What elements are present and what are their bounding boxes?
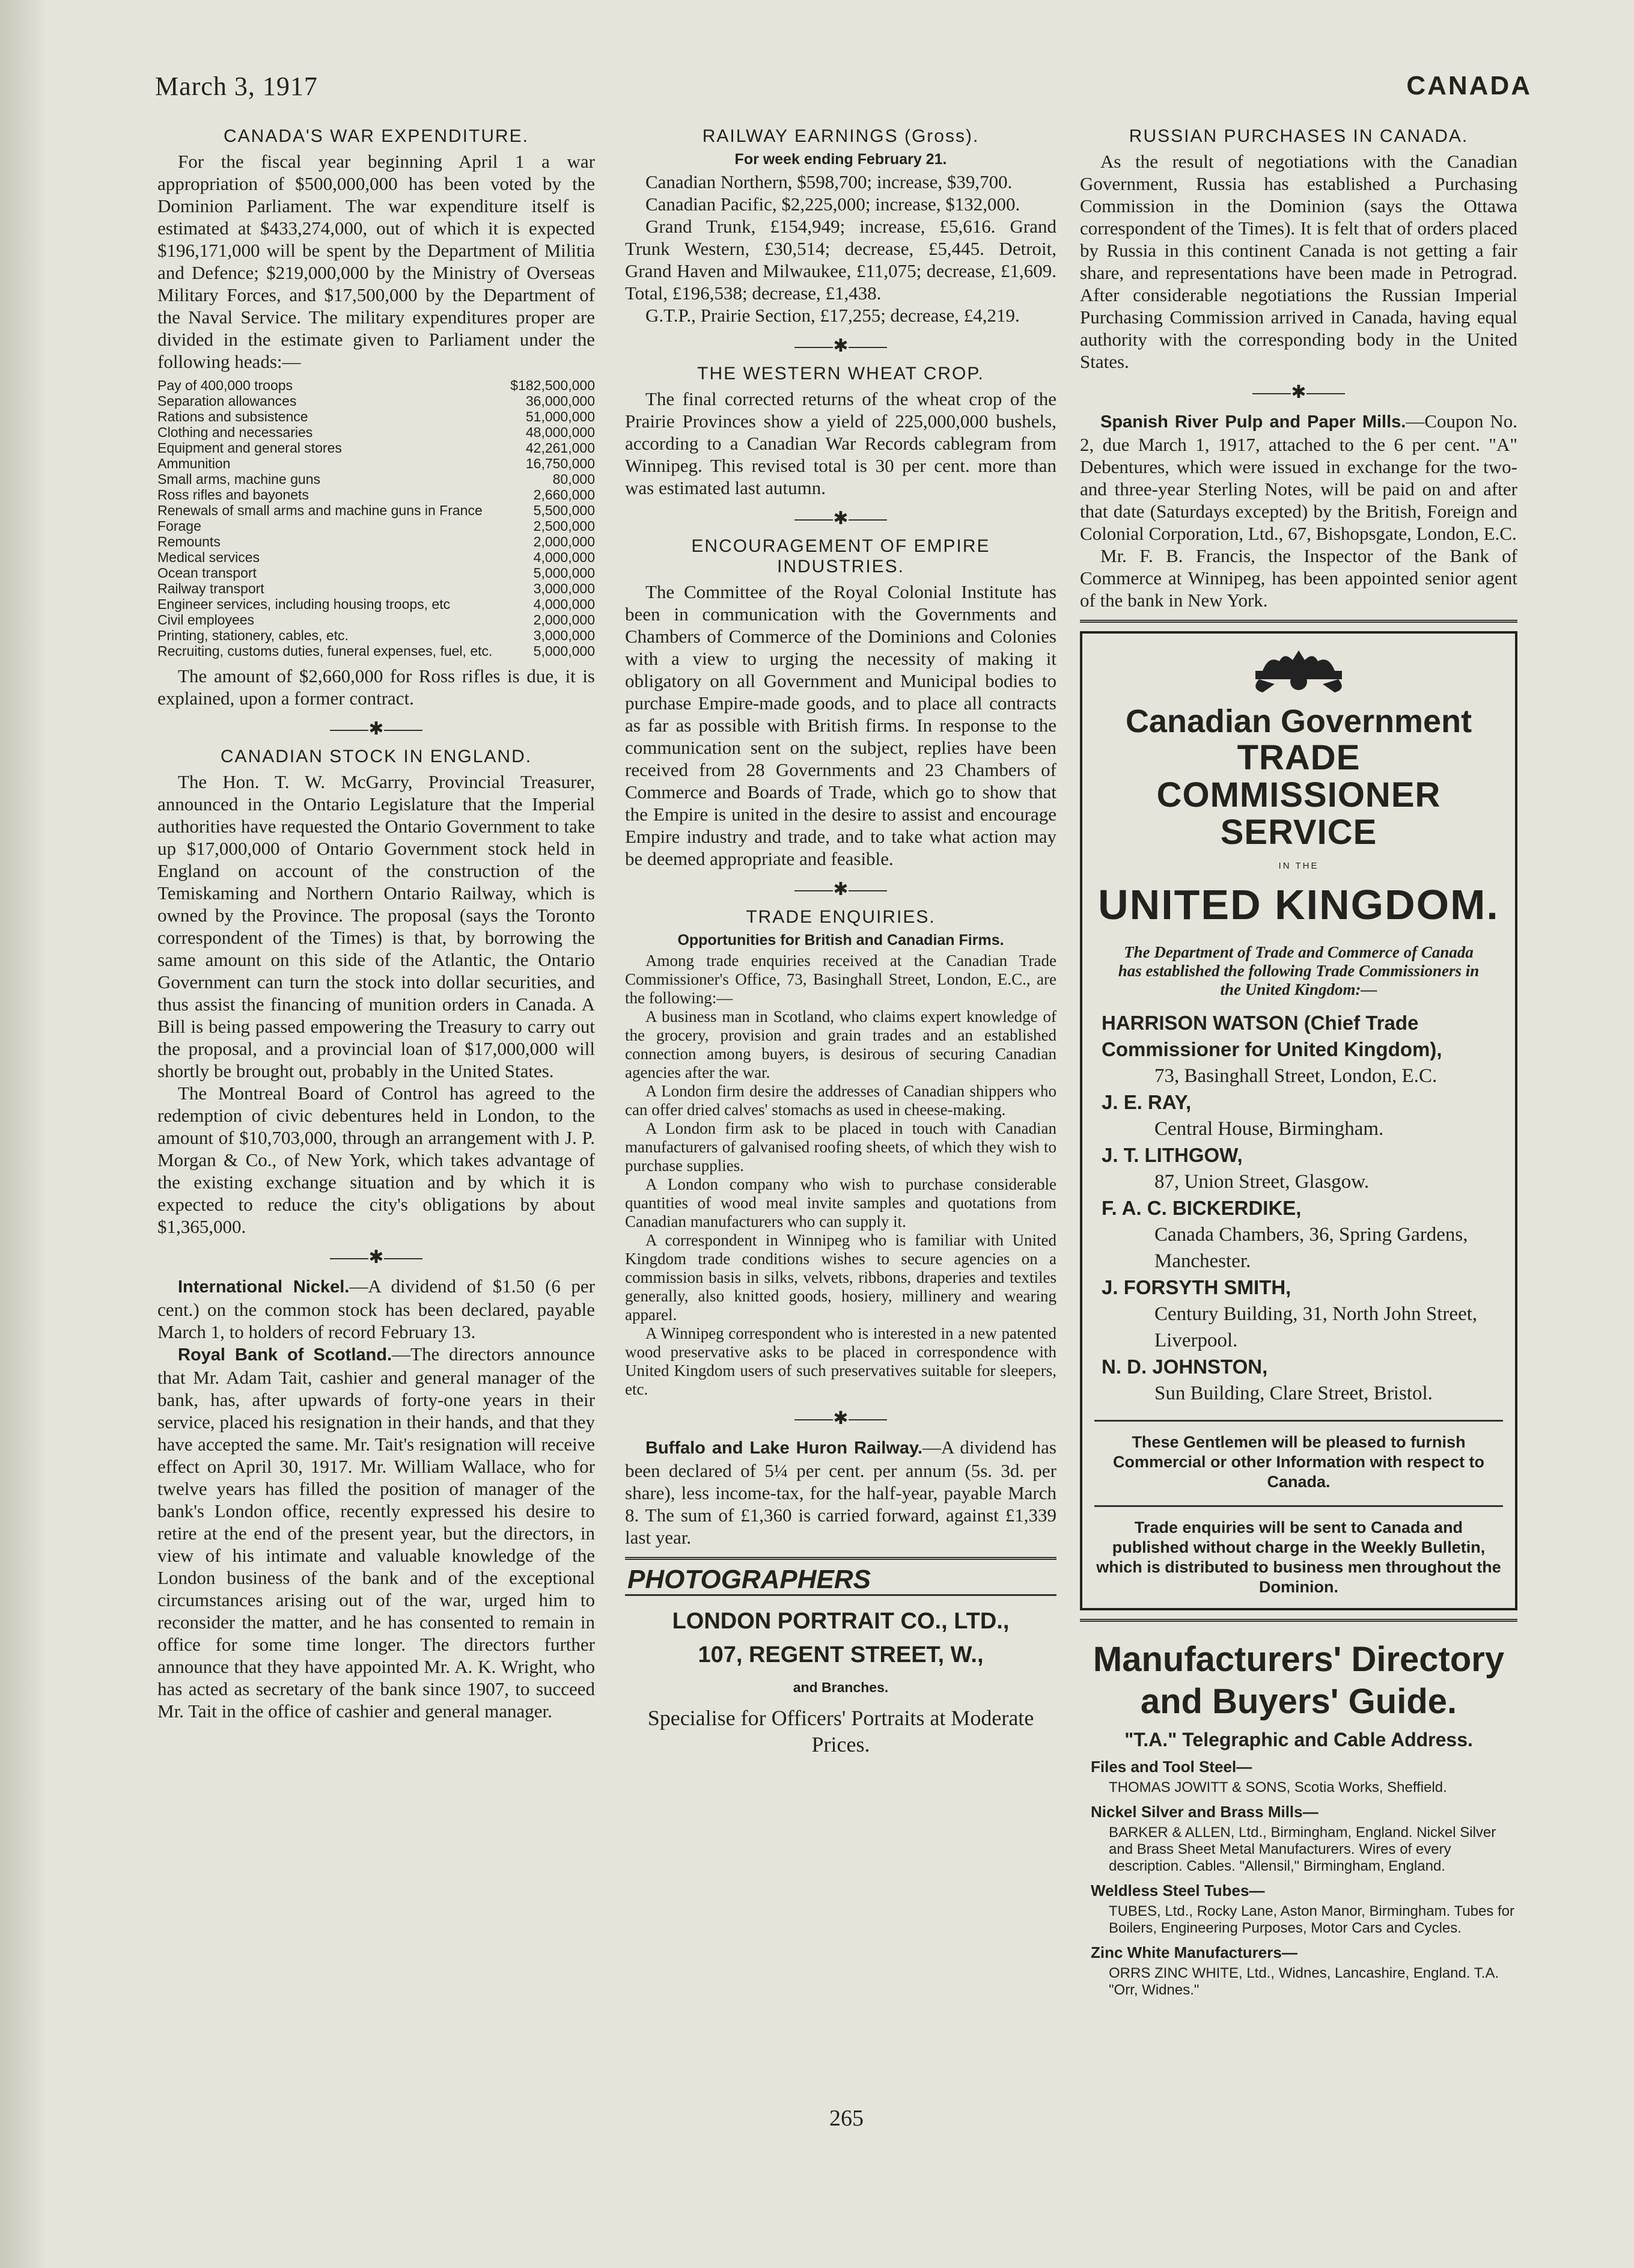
commissioner-name: HARRISON WATSON (Chief Trade Commissioner for United Kingdom), (1102, 1012, 1442, 1060)
directory-category: Files and Tool Steel— (1091, 1758, 1252, 1776)
trade-enquiry-paragraph: A Winnipeg correspondent who is interested in a new patented wood preservative asks to be placed in correspondence with United Kingdom users of such preservatives suitable for sleepers, etc. (625, 1324, 1056, 1398)
directory-entry: THOMAS JOWITT & SONS, Scotia Works, Sheffield. (1109, 1779, 1447, 1796)
photographers-name-line1: LONDON PORTRAIT CO., LTD., (672, 1609, 1010, 1634)
royal-bank-lead: Royal Bank of Scotland. (178, 1345, 392, 1365)
expenditure-row (157, 393, 595, 409)
expenditure-row (157, 503, 595, 518)
expenditure-amount: 3,000,000 (533, 581, 595, 596)
expenditure-label: Remounts (157, 534, 221, 549)
commissioner-address: 73, Basinghall Street, London, E.C. (1154, 1065, 1437, 1087)
expenditure-amount: 2,660,000 (533, 487, 595, 503)
expenditure-row (157, 471, 595, 487)
commissioner-address: Sun Building, Clare Street, Bristol. (1154, 1383, 1433, 1404)
buffalo-text: —A dividend has been declared of 5¼ per cent. per annum (5s. 3d. per share), less income-tax, for the half-year, payable March 8. The sum of £1,360 is carried forward, against £1,339 last year. (625, 1437, 1056, 1548)
expenditure-row (157, 581, 595, 596)
column-left (157, 126, 595, 1722)
commissioner-name: F. A. C. BICKERDIKE, (1102, 1197, 1302, 1219)
wheat-text: The final corrected returns of the wheat crop of the Prairie Provinces show a yield of 225,000,000 bushels, according to a Canadian War Records cablegram from Winnipeg. This revised total is 30 per cent. more than was estimated last autumn. (625, 388, 1056, 498)
buffalo-lead: Buffalo and Lake Huron Railway. (645, 1438, 923, 1458)
separator: ✱ (157, 1249, 595, 1267)
expenditure-label: Separation allowances (157, 393, 297, 409)
column-middle (625, 126, 1056, 1758)
stock-england-title: CANADIAN STOCK IN ENGLAND. (220, 747, 532, 766)
expenditure-label: Renewals of small arms and machine guns in France (157, 503, 483, 518)
directory-title-line2: and Buyers' Guide. (1140, 1682, 1457, 1721)
commissioner-address: Canada Chambers, 36, Spring Gardens, Manchester. (1154, 1224, 1468, 1272)
expenditure-amount: 2,500,000 (533, 518, 595, 534)
photographers-name-line2: 107, REGENT STREET, W., (698, 1642, 984, 1667)
separator: ✱ (625, 337, 1056, 355)
directory-telegraphic-note: "T.A." Telegraphic and Cable Address. (1124, 1729, 1473, 1750)
column-right (1080, 126, 1517, 1999)
photographers-specialty: Specialise for Officers' Portraits at Moderate Prices. (647, 1706, 1034, 1756)
expenditure-row (157, 643, 595, 659)
directory-category: Nickel Silver and Brass Mills— (1091, 1803, 1318, 1821)
expenditure-row (157, 456, 595, 471)
expenditure-amount: 48,000,000 (525, 424, 595, 440)
commissioner-name: J. E. RAY, (1102, 1091, 1192, 1113)
empire-text: The Committee of the Royal Colonial Institute has been in communication with the Governments and Chambers of Commerce of the Dominions and Colonies with a view to urging the necessity of making it obligatory on all Government and Municipal bodies to purchase Empire-made goods, and to place all contracts as far as possible with British firms. In response to the communication sent on the subject, replies have been received from 28 Governments and 23 Chambers of Commerce and Boards of Trade, which go to show that the Empire is united in the desire to assist and encourage Empire industry and trade, and to take what action may be deemed appropriate and feasible. (625, 581, 1056, 869)
expenditure-amount: 3,000,000 (533, 628, 595, 643)
expenditure-label: Recruiting, customs duties, funeral expenses, fuel, etc. (157, 643, 493, 659)
expenditure-label: Forage (157, 518, 201, 534)
directory-title-line1: Manufacturers' Directory (1093, 1640, 1505, 1679)
expenditure-row (157, 440, 595, 456)
issue-date: March 3, 1917 (155, 72, 318, 101)
expenditure-row (157, 424, 595, 440)
directory-entry: BARKER & ALLEN, Ltd., Birmingham, England. Nickel Silver and Brass Sheet Metal Manufacturers. Wires of every description. Cables. "Allensil," Birmingham, England. (1109, 1824, 1496, 1874)
russian-text: As the result of negotiations with the Canadian Government, Russia has established a Purchasing Commission in the Dominion (says the Ottawa correspondent of the Times). It is felt that of orders placed by Russia in this continent Canada is not getting a fair share, and representations have been made in Petrograd. After considerable negotiations the Russian Imperial Purchasing Commission arrived in Canada, having equal authority with the corresponding body in the United States. (1080, 151, 1517, 372)
expenditure-label: Equipment and general stores (157, 440, 342, 456)
royal-bank-text: —The directors announce that Mr. Adam Tait, cashier and general manager of the bank, has, after upwards of forty-one years in their service, placed his resignation in their hands, and that they have accepted the same. Mr. Tait's resignation will receive effect on April 30, 1917. Mr. William Wallace, who for twelve years has filled the position of manager of the bank's London office, recently expressed his desire to retire at the end of the present year, but the directors, in view of his intimate and valuable knowledge of the London business of the bank and of the exceptional circumstances arising out of the war, urged him to reconsider the matter, and he has consented to remain in office for some time longer. The directors further announce that they have appointed Mr. A. K. Wright, who has acted as secretary of the bank since 1907, to succeed Mr. Tait in the office of cashier and general manager. (157, 1343, 595, 1722)
expenditure-amount: 51,000,000 (525, 409, 595, 424)
railway-earnings-p2: Canadian Pacific, $2,225,000; increase, $132,000. (645, 194, 1020, 215)
royal-crest-icon (1094, 647, 1503, 700)
ad-title-line3: SERVICE (1220, 813, 1377, 852)
commissioner-entry (1102, 1010, 1503, 1089)
ad-in-the: IN THE (1278, 861, 1319, 871)
spanish-lead: Spanish River Pulp and Paper Mills. (1100, 412, 1406, 432)
trade-enquiries-subtitle: Opportunities for British and Canadian Firms. (677, 932, 1004, 949)
directory-entry: ORRS ZINC WHITE, Ltd., Widnes, Lancashire, England. T.A. "Orr, Widnes." (1109, 1965, 1499, 1998)
expenditure-row (157, 409, 595, 424)
empire-title: ENCOURAGEMENT OF EMPIRE INDUSTRIES. (691, 536, 990, 576)
page-number: 265 (829, 2106, 864, 2131)
expenditure-amount: 2,000,000 (533, 612, 595, 628)
expenditure-label: Small arms, machine guns (157, 471, 320, 487)
francis-text: Mr. F. B. Francis, the Inspector of the Bank of Commerce at Winnipeg, has been appointed senior agent of the bank in New York. (1080, 545, 1517, 611)
commissioner-entry (1102, 1142, 1503, 1195)
expenditure-table (157, 377, 595, 659)
railway-earnings-subtitle: For week ending February 21. (734, 151, 947, 168)
commissioner-name: J. T. LITHGOW, (1102, 1144, 1243, 1166)
commissioner-list (1094, 1010, 1503, 1407)
expenditure-amount: 2,000,000 (533, 534, 595, 549)
expenditure-amount: 80,000 (552, 471, 595, 487)
railway-earnings-p3: Grand Trunk, £154,949; increase, £5,616. Grand Trunk Western, £30,514; decrease, £5,445. Detroit, Grand Haven and Milwaukee, £11,075; decrease, £1,609. Total, £196,538; decrease, £1,438. (625, 216, 1056, 304)
expenditure-amount: 5,500,000 (533, 503, 595, 518)
divider (1080, 620, 1517, 623)
expenditure-label: Engineer services, including housing troops, etc (157, 596, 451, 612)
trade-enquiry-paragraph: A business man in Scotland, who claims expert knowledge of the grocery, provision and grain trades and an established connection among buyers, is desirous of securing Canadian agencies after the war. (625, 1007, 1056, 1081)
stock-england-p2: The Montreal Board of Control has agreed to the redemption of civic debentures held in London, to the amount of $10,703,000, through an arrangement with J. P. Morgan & Co., of New York, which takes advantage of the existing exchange situation and by which it is expected to reduce the city's obligations by about $1,365,000. (157, 1083, 595, 1237)
expenditure-label: Ross rifles and bayonets (157, 487, 309, 503)
expenditure-row (157, 612, 595, 628)
page-gutter (0, 0, 47, 2268)
expenditure-label: Ocean transport (157, 565, 257, 581)
trade-enquiry-paragraph: Among trade enquiries received at the Canadian Trade Commissioner's Office, 73, Basinghall Street, London, E.C., are the following:— (625, 952, 1056, 1007)
expenditure-row (157, 565, 595, 581)
royal-bank-item (157, 1343, 595, 1722)
ad-note-info: These Gentlemen will be pleased to furnish Commercial or other Information with respect to Canada. (1094, 1420, 1503, 1492)
expenditure-amount: 36,000,000 (525, 393, 595, 409)
expenditure-label: Rations and subsistence (157, 409, 308, 424)
expenditure-row (157, 596, 595, 612)
commissioner-address: Central House, Birmingham. (1154, 1118, 1384, 1140)
war-expenditure-intro: For the fiscal year beginning April 1 a war appropriation of $500,000,000 has been voted by the Dominion Parliament. The war expenditure itself is estimated at $433,274,000, out of which it is expected $196,171,000 will be spent by the Department of Militia and Defence; $219,000,000 by the Ministry of Overseas Military Forces, and $17,500,000 by the Department of the Naval Service. The military expenditures proper are divided in the estimate given to Parliament under the following heads:— (157, 151, 595, 372)
separator: ✱ (625, 510, 1056, 528)
expenditure-row (157, 549, 595, 565)
ad-title-line1: Canadian Government (1125, 703, 1472, 739)
ad-country: UNITED KINGDOM. (1098, 881, 1499, 928)
directory-category: Zinc White Manufacturers— (1091, 1943, 1297, 1961)
spanish-text: —Coupon No. 2, due March 1, 1917, attached to the 6 per cent. "A" Debentures, which were issued in exchange for the two- and three-year Sterling Notes, will be paid on and after that date (Saturdays excepted) by the British, Foreign and Colonial Corporation, Ltd., 67, Bishopsgate, London, E.C. (1080, 411, 1517, 544)
stock-england-p1: The Hon. T. W. McGarry, Provincial Treasurer, announced in the Ontario Legislature that the Imperial authorities have requested the Ontario Government to take up $17,000,000 of Ontario Government stock held in England on account of the construction of the Temiskaming and Northern Ontario Railway, which is owned by the Province. The proposal (says the Toronto correspondent of the Times) is that, by borrowing the same amount on this side of the Atlantic, the Ontario Government can turn the stock into dollar securities, and thus assist the financing of munition orders in Canada. A Bill is being passed empowering the Treasury to carry out the proposal, and a provincial loan of $17,000,000 will shortly be brought out, probably in the United States. (157, 771, 595, 1081)
war-expenditure-title: CANADA'S WAR EXPENDITURE. (223, 126, 529, 146)
trade-enquiries-title: TRADE ENQUIRIES. (746, 907, 936, 927)
directory-entry: TUBES, Ltd., Rocky Lane, Aston Manor, Birmingham. Tubes for Boilers, Engineering Purposes, Motor Cars and Cycles. (1109, 1903, 1514, 1936)
trade-enquiry-paragraph: A London firm desire the addresses of Canadian shippers who can offer dried calves' stomachs as used in cheese-making. (625, 1082, 1056, 1119)
commissioner-address: 87, Union Street, Glasgow. (1154, 1171, 1370, 1193)
divider (625, 1557, 1056, 1560)
war-expenditure-outro: The amount of $2,660,000 for Ross rifles is due, it is explained, upon a former contract. (157, 665, 595, 709)
commissioner-entry (1102, 1195, 1503, 1274)
expenditure-label: Ammunition (157, 456, 231, 471)
expenditure-row (157, 377, 595, 393)
trade-enquiries-body (625, 952, 1056, 1399)
railway-earnings-p1: Canadian Northern, $598,700; increase, $39,700. (645, 171, 1013, 192)
expenditure-amount: 5,000,000 (533, 643, 595, 659)
ad-title-line2: TRADE COMMISSIONER (1156, 738, 1441, 815)
photographers-branches: and Branches. (793, 1680, 889, 1695)
separator: ✱ (625, 881, 1056, 899)
commissioner-entry (1102, 1274, 1503, 1354)
railway-earnings-p4: G.T.P., Prairie Section, £17,255; decrease, £4,219. (645, 305, 1020, 326)
spanish-item (1080, 410, 1517, 545)
ad-note-bulletin: Trade enquiries will be sent to Canada and published without charge in the Weekly Bulletin, which is distributed to business men throughout the Dominion. (1094, 1505, 1503, 1597)
expenditure-label: Railway transport (157, 581, 264, 596)
separator: ✱ (157, 720, 595, 738)
trade-enquiry-paragraph: A London firm ask to be placed in touch with Canadian manufacturers of galvanised roofing sheets, of which they wish to purchase supplies. (625, 1119, 1056, 1175)
commissioner-name: J. FORSYTH SMITH, (1102, 1276, 1291, 1298)
journal-title: CANADA (1406, 71, 1532, 100)
directory-title (1080, 1639, 1517, 1723)
expenditure-label: Printing, stationery, cables, etc. (157, 628, 349, 643)
expenditure-row (157, 628, 595, 643)
nickel-text: —A dividend of $1.50 (6 per cent.) on the common stock has been declared, payable March 1, to holders of record February 13. (157, 1276, 595, 1342)
commissioner-name: N. D. JOHNSTON, (1102, 1356, 1268, 1378)
directory-list (1080, 1756, 1517, 1999)
expenditure-amount: $182,500,000 (510, 377, 595, 393)
trade-enquiry-paragraph: A correspondent in Winnipeg who is familiar with United Kingdom trade conditions wishes to secure agencies on a commission basis in silks, velvets, ribbons, draperies and textiles generally, also knitted goods, hosiery, millinery and wearing apparel. (625, 1231, 1056, 1324)
expenditure-label: Civil employees (157, 612, 255, 628)
railway-earnings-title: RAILWAY EARNINGS (Gross). (702, 126, 980, 146)
expenditure-label: Pay of 400,000 troops (157, 377, 293, 393)
trade-commissioner-ad (1080, 631, 1517, 1610)
russian-title: RUSSIAN PURCHASES IN CANADA. (1129, 126, 1469, 146)
divider (1080, 1619, 1517, 1622)
expenditure-amount: 16,750,000 (525, 456, 595, 471)
buffalo-item (625, 1436, 1056, 1548)
expenditure-amount: 5,000,000 (533, 565, 595, 581)
expenditure-row (157, 534, 595, 549)
expenditure-row (157, 518, 595, 534)
expenditure-label: Medical services (157, 549, 260, 565)
nickel-lead: International Nickel. (178, 1277, 350, 1297)
expenditure-amount: 4,000,000 (533, 549, 595, 565)
separator: ✱ (1080, 384, 1517, 402)
expenditure-row (157, 487, 595, 503)
separator: ✱ (625, 1410, 1056, 1428)
wheat-title: THE WESTERN WHEAT CROP. (697, 364, 984, 384)
expenditure-amount: 4,000,000 (533, 596, 595, 612)
trade-enquiry-paragraph: A London company who wish to purchase considerable quantities of wood meal invite samples and quotations from Canadian manufacturers who can supply it. (625, 1175, 1056, 1230)
nickel-item (157, 1275, 595, 1343)
expenditure-amount: 42,261,000 (525, 440, 595, 456)
photographers-heading: PHOTOGRAPHERS (625, 1568, 1056, 1596)
commissioner-entry (1102, 1089, 1503, 1142)
directory-category: Weldless Steel Tubes— (1091, 1881, 1265, 1900)
commissioner-entry (1102, 1354, 1503, 1407)
photographers-name (625, 1604, 1056, 1672)
expenditure-label: Clothing and necessaries (157, 424, 313, 440)
ad-department-text: The Department of Trade and Commerce of Canada has established the following Trade Commissioners in the United Kingdom:— (1118, 943, 1480, 998)
commissioner-address: Century Building, 31, North John Street, Liverpool. (1154, 1303, 1478, 1351)
